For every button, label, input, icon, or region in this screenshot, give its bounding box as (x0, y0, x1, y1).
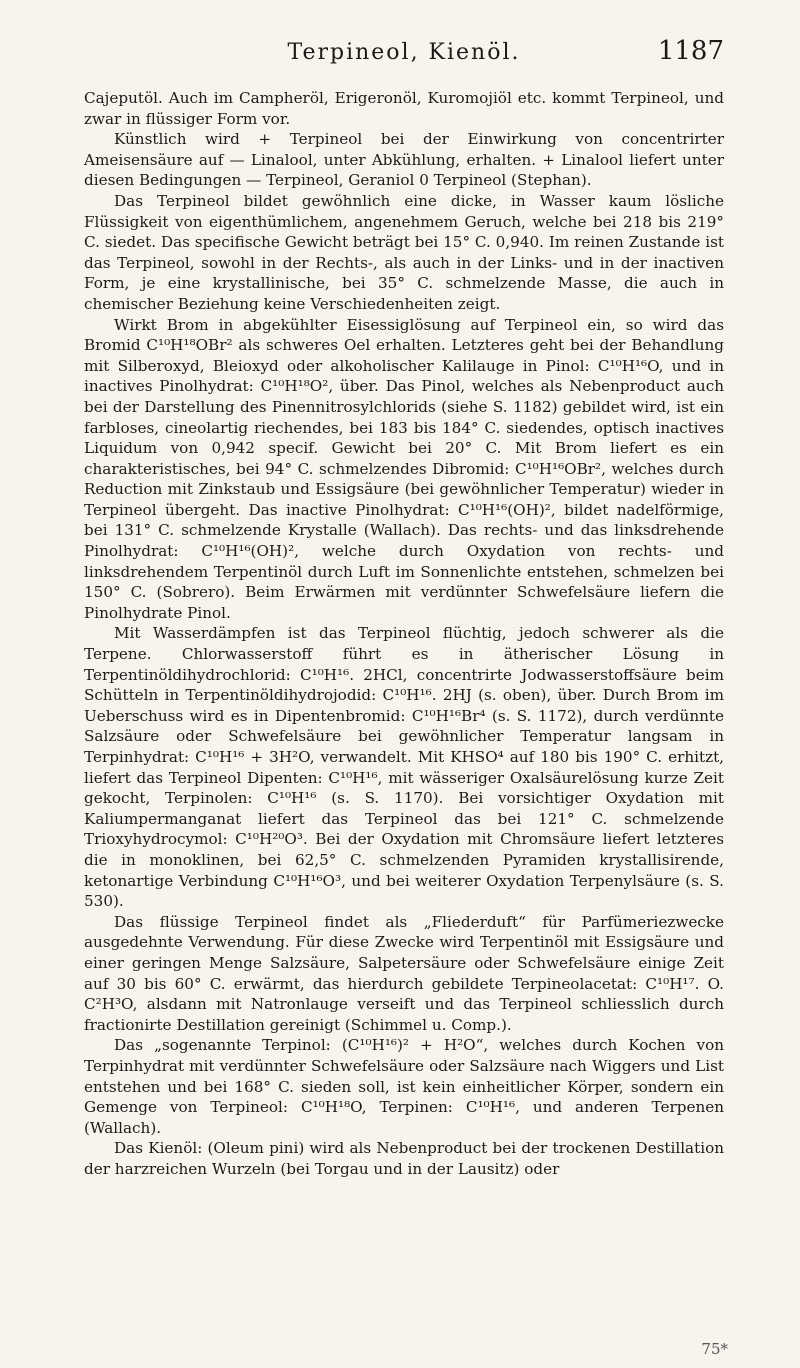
page-header (84, 36, 724, 68)
paragraph: Das „sogenannte Terpinol: (C¹⁰H¹⁶)² + H²O“, welches durch Kochen von Terpinhydrat mit verdünnter Schwefelsäure oder Salzsäure nach Wiggers und List entstehen und bei 168° C. sieden soll, ist kein einheitlicher Körper, sondern ein Gemenge von Terpineol: C¹⁰H¹⁸O, Terpinen: C¹⁰H¹⁶, und anderen Terpenen (Wallach). (84, 1036, 724, 1137)
paragraph: Wirkt Brom in abgekühlter Eisessiglösung auf Terpineol ein, so wird das Bromid C¹⁰H¹⁸OBr² als schweres Oel erhalten. Letzteres geht bei der Behandlung mit Silberoxyd, Bleioxyd oder alkoholischer Kalilauge in Pinol: C¹⁰H¹⁶O, und in inactives Pinolhydrat: C¹⁰H¹⁸O², über. Das Pinol, welches als Nebenproduct auch bei der Darstellung des Pinennitrosylchlorids (siehe S. 1182) gebildet wird, ist ein farbloses, cineolartig riechendes, bei 183 bis 184° C. siedendes, optisch inactives Liquidum von 0,942 specif. Gewicht bei 20° C. Mit Brom liefert es ein charakteristisches, bei 94° C. schmelzendes Dibromid: C¹⁰H¹⁶OBr², welches durch Reduction mit Zinkstaub und Essigsäure (bei gewöhnlicher Temperatur) wieder in Terpineol übergeht. Das inactive Pinolhydrat: C¹⁰H¹⁶(OH)², bildet nadelförmige, bei 131° C. schmelzende Krystalle (Wallach). Das rechts- und das linksdrehende Pinolhydrat: C¹⁰H¹⁶(OH)², welche durch Oxydation von rechts- und linksdrehendem Terpentinöl durch Luft im Sonnenlichte entstehen, schmelzen bei 150° C. (Sobrero). Beim Erwärmen mit verdünnter Schwefelsäure liefern die Pinolhydrate Pinol. (84, 315, 724, 622)
paragraph: Künstlich wird + Terpineol bei der Einwirkung von concentrirter Ameisensäure auf — Linalool, unter Abkühlung, erhalten. + Linalool liefert unter diesen Bedingungen — Terpineol, Geraniol 0 Terpineol (Stephan). (84, 130, 724, 190)
paragraph: Das Kienöl: (Oleum pini) wird als Nebenproduct bei der trockenen Destillation der harzreichen Wurzeln (bei Torgau und in der Lausitz) oder (84, 1139, 724, 1178)
page-number: 1187 (657, 36, 724, 66)
paragraph: Das flüssige Terpineol findet als „Fliederduft“ für Parfümeriezwecke ausgedehnte Verwendung. Für diese Zwecke wird Terpentinöl mit Essigsäure und einer geringen Menge Salzsäure, Salpetersäure oder Schwefelsäure einige Zeit auf 30 bis 60° C. erwärmt, das hierdurch gebildete Terpineolacetat: C¹⁰H¹⁷. O. C²H³O, alsdann mit Natronlauge verseift und das Terpineol schliesslich durch fractionirte Destillation gereinigt (Schimmel u. Comp.). (84, 912, 724, 1034)
signature-mark: 75* (701, 1340, 728, 1358)
running-title: Terpineol, Kienöl. (287, 40, 521, 65)
paragraph: Das Terpineol bildet gewöhnlich eine dicke, in Wasser kaum lösliche Flüssigkeit von eigenthümlichem, angenehmem Geruch, welche bei 218 bis 219° C. siedet. Das specifische Gewicht beträgt bei 15° C. 0,940. Im reinen Zustande ist das Terpineol, sowohl in der Rechts-, als auch in der Links- und in der inactiven Form, je eine krystallinische, bei 35° C. schmelzende Masse, die auch in chemischer Beziehung keine Verschiedenheiten zeigt. (84, 191, 724, 313)
paragraph: Cajeputöl. Auch im Campheröl, Erigeronöl, Kuromojiöl etc. kommt Terpineol, und zwar in flüssiger Form vor. (84, 89, 724, 128)
paragraph: Mit Wasserdämpfen ist das Terpineol flüchtig, jedoch schwerer als die Terpene. Chlorwasserstoff führt es in ätherischer Lösung in Terpentinöldihydrochlorid: C¹⁰H¹⁶. 2HCl, concentrirte Jodwasserstoffsäure beim Schütteln in Terpentinöldihydrojodid: C¹⁰H¹⁶. 2HJ (s. oben), über. Durch Brom im Ueberschuss wird es in Dipentenbromid: C¹⁰H¹⁶Br⁴ (s. S. 1172), durch verdünnte Salzsäure oder Schwefelsäure bei gewöhnlicher Temperatur langsam in Terpinhydrat: C¹⁰H¹⁶ + 3H²O, verwandelt. Mit KHSO⁴ auf 180 bis 190° C. erhitzt, liefert das Terpineol Dipenten: C¹⁰H¹⁶, mit wässeriger Oxalsäurelösung kurze Zeit gekocht, Terpinolen: C¹⁰H¹⁶ (s. S. 1170). Bei vorsichtiger Oxydation mit Kaliumpermanganat liefert das Terpineol das bei 121° C. schmelzende Trioxyhydrocymol: C¹⁰H²⁰O³. Bei der Oxydation mit Chromsäure liefert letzteres die in monoklinen, bei 62,5° C. schmelzenden Pyramiden krystallisirende, ketonartige Verbindung C¹⁰H¹⁶O³, und bei weiterer Oxydation Terpenylsäure (s. S. 530). (84, 624, 724, 911)
body-text (84, 88, 724, 1179)
